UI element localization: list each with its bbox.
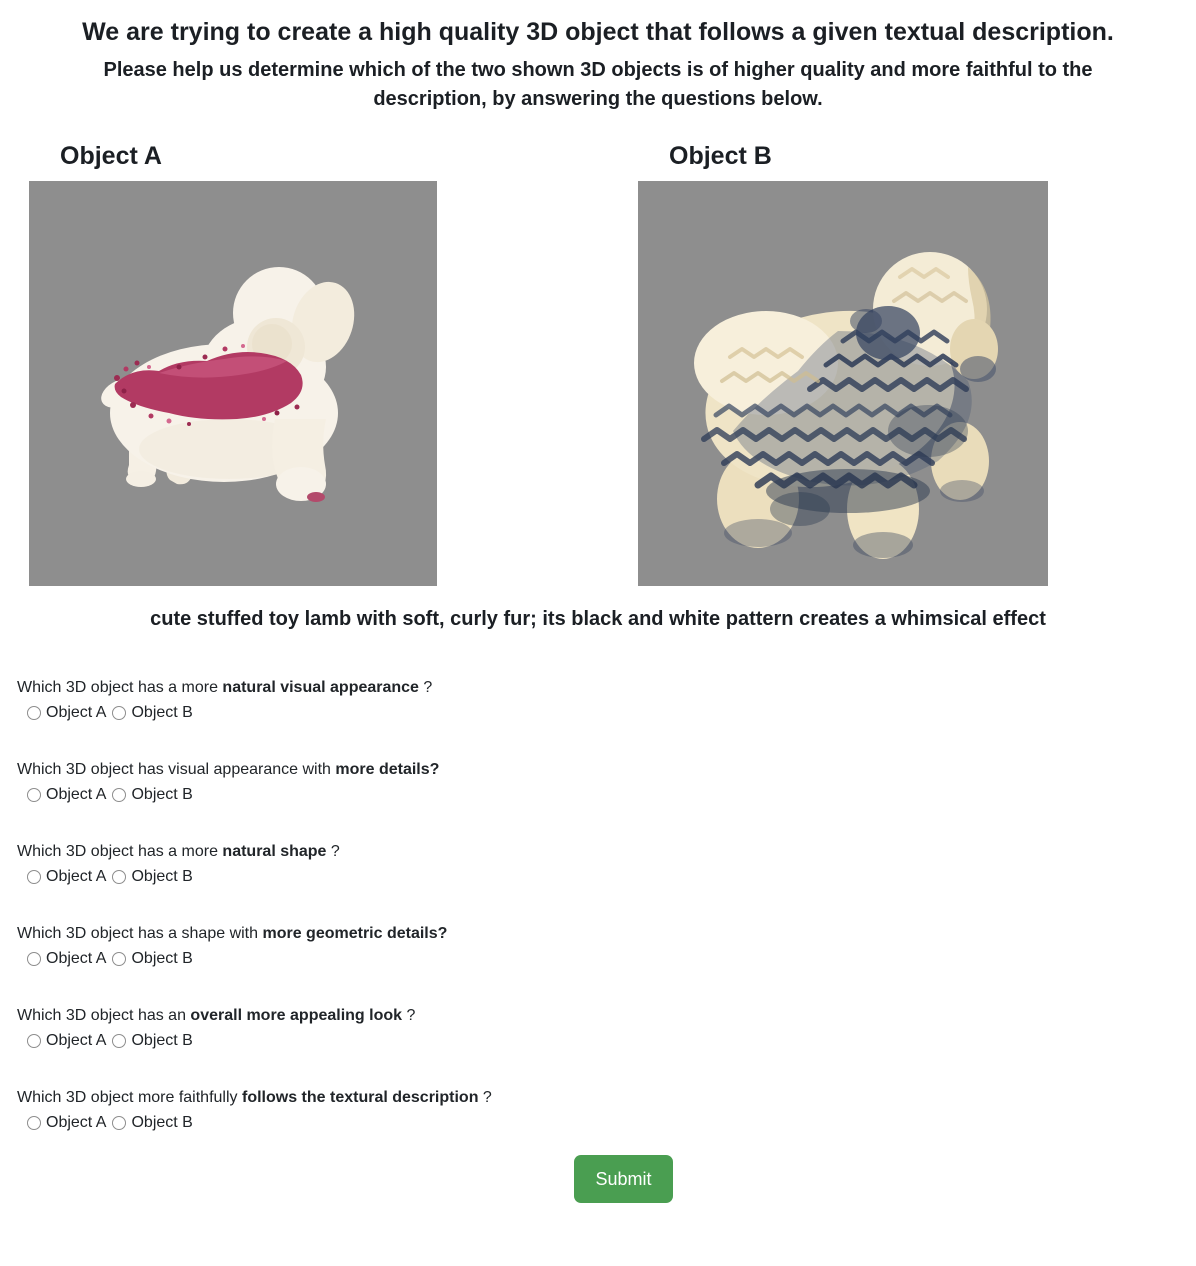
question-5-radio-object-a[interactable]: [27, 1034, 41, 1048]
question-5-radio-object-b[interactable]: [112, 1034, 126, 1048]
question-1-radio-object-b[interactable]: [112, 706, 126, 720]
question-6-prefix: Which 3D object more faithfully: [17, 1089, 242, 1106]
page-subtitle: Please help us determine which of the two shown 3D objects is of higher quality and more faithful to the description, by answering the questions below.: [103, 59, 1093, 110]
question-2-text: [17, 760, 1196, 780]
question-4-radio-object-a[interactable]: [27, 952, 41, 966]
question-2-option-b-label: Object B: [131, 786, 193, 803]
question-6-options: [27, 1112, 1196, 1134]
question-1-option-object-a[interactable]: [27, 702, 106, 724]
question-6-option-b-label: Object B: [131, 1114, 193, 1131]
object-comparison-row: [0, 139, 1196, 586]
question-3-options: [27, 866, 1196, 888]
object-a-heading: Object A: [60, 142, 162, 170]
question-1-suffix: ?: [418, 679, 433, 696]
object-a-column: [29, 139, 437, 586]
object-a-render: [29, 181, 437, 586]
question-4-prefix: Which 3D object has a shape with: [17, 925, 263, 942]
question-1-options: [27, 702, 1196, 724]
object-b-heading: Object B: [669, 142, 772, 170]
object-description-text: cute stuffed toy lamb with soft, curly fur; its black and white pattern creates a whimsical effect: [150, 608, 1046, 630]
question-2-option-object-a[interactable]: [27, 784, 106, 806]
question-3-bold: natural shape: [222, 843, 327, 860]
question-5-suffix: ?: [402, 1007, 416, 1024]
question-6-option-object-a[interactable]: [27, 1112, 106, 1134]
question-4-bold: more geometric details?: [262, 925, 448, 942]
question-5-bold: overall more appealing look: [190, 1007, 403, 1024]
question-1-option-a-label: Object A: [46, 704, 107, 721]
question-5-text: [17, 1006, 1196, 1026]
question-1-option-object-b[interactable]: [112, 702, 192, 724]
question-block-6: [17, 1088, 1196, 1134]
question-3-option-a-label: Object A: [46, 868, 107, 885]
submit-row: [0, 1155, 1196, 1252]
question-3-prefix: Which 3D object has a more: [17, 843, 223, 860]
question-2-radio-object-b[interactable]: [112, 788, 126, 802]
question-block-1: [17, 678, 1196, 724]
question-5-option-object-b[interactable]: [112, 1030, 192, 1052]
question-3-text: [17, 842, 1196, 862]
question-5-prefix: Which 3D object has an: [17, 1007, 191, 1024]
questions-section: [17, 678, 1196, 1134]
question-5-option-b-label: Object B: [131, 1032, 193, 1049]
question-1-bold: natural visual appearance: [222, 679, 419, 696]
question-6-radio-object-b[interactable]: [112, 1116, 126, 1130]
question-1-text: [17, 678, 1196, 698]
question-4-option-object-b[interactable]: [112, 948, 192, 970]
submit-button[interactable]: Submit: [574, 1155, 672, 1203]
question-1-prefix: Which 3D object has a more: [17, 679, 223, 696]
question-block-3: [17, 842, 1196, 888]
question-2-options: [27, 784, 1196, 806]
question-6-option-object-b[interactable]: [112, 1112, 192, 1134]
page-title: We are trying to create a high quality 3D object that follows a given textual description.: [82, 18, 1114, 46]
question-1-radio-object-a[interactable]: [27, 706, 41, 720]
question-5-options: [27, 1030, 1196, 1052]
question-2-prefix: Which 3D object has visual appearance with: [17, 761, 336, 778]
question-5-option-object-a[interactable]: [27, 1030, 106, 1052]
question-6-radio-object-a[interactable]: [27, 1116, 41, 1130]
question-6-suffix: ?: [478, 1089, 492, 1106]
question-2-option-a-label: Object A: [46, 786, 107, 803]
question-2-bold: more details?: [335, 761, 440, 778]
question-3-suffix: ?: [326, 843, 340, 860]
question-4-option-object-a[interactable]: [27, 948, 106, 970]
question-4-option-b-label: Object B: [131, 950, 193, 967]
question-block-4: [17, 924, 1196, 970]
question-6-text: [17, 1088, 1196, 1108]
question-6-bold: follows the textural description: [241, 1089, 479, 1106]
question-1-option-b-label: Object B: [131, 704, 193, 721]
object-b-render: [638, 181, 1048, 586]
question-5-option-a-label: Object A: [46, 1032, 107, 1049]
question-4-text: [17, 924, 1196, 944]
question-4-option-a-label: Object A: [46, 950, 107, 967]
question-6-option-a-label: Object A: [46, 1114, 107, 1131]
question-3-option-object-b[interactable]: [112, 866, 192, 888]
question-2-radio-object-a[interactable]: [27, 788, 41, 802]
question-3-option-b-label: Object B: [131, 868, 193, 885]
question-3-radio-object-a[interactable]: [27, 870, 41, 884]
question-2-option-object-b[interactable]: [112, 784, 192, 806]
object-b-column: [638, 139, 1048, 586]
question-4-radio-object-b[interactable]: [112, 952, 126, 966]
question-4-options: [27, 948, 1196, 970]
question-3-radio-object-b[interactable]: [112, 870, 126, 884]
question-3-option-object-a[interactable]: [27, 866, 106, 888]
question-block-2: [17, 760, 1196, 806]
question-block-5: [17, 1006, 1196, 1052]
